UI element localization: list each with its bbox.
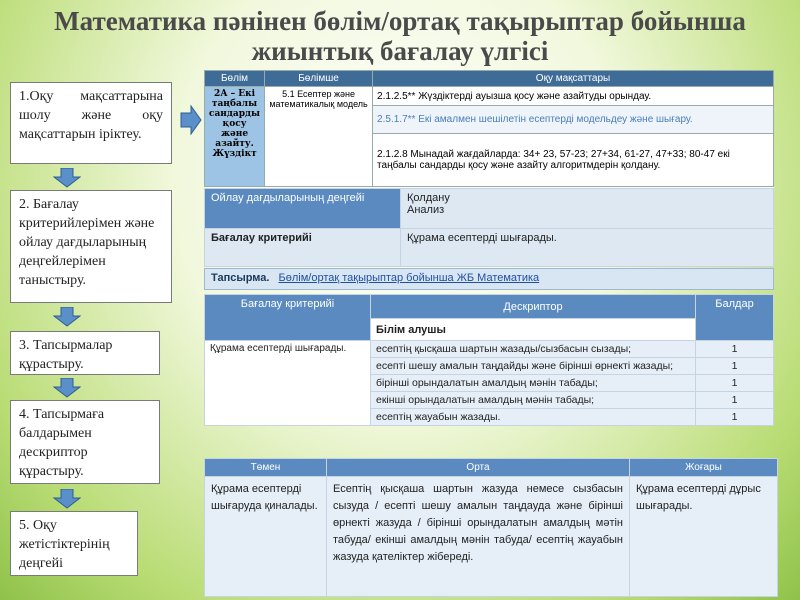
col-header-criterion: Бағалау критерийі	[205, 295, 371, 341]
descriptor-score-5: 1	[696, 409, 774, 426]
down-arrow-icon	[53, 307, 81, 327]
step-2-text: 2. Бағалау критерийлерімен және ойлау дағдыларының деңгейлерімен таныстыру.	[19, 197, 155, 288]
col-header-high: Жоғары	[630, 459, 778, 477]
skills-label: Ойлау дағдыларының деңгейі	[205, 189, 401, 229]
page-title: Математика пәнінен бөлім/ортақ тақырыптар бойынша жиынтық бағалау үлгісі	[54, 6, 746, 66]
step-4-text: 4. Тапсырмаға балдарымен дескриптор құрастыру.	[19, 407, 105, 479]
step-5	[10, 511, 138, 576]
descriptor-score-3: 1	[696, 375, 774, 392]
descriptor-row-1: есептің қысқаша шартын жазады/сызбасын сызады;	[371, 341, 696, 358]
section-cell: 2А – Екі таңбалы сандарды қосу және азайту. Жүздікт	[205, 87, 265, 187]
down-arrow-icon	[53, 378, 81, 398]
step-1-text: 1.Оқу мақсаттарына шолу және оқу мақсаттарын іріктеу.	[19, 89, 163, 142]
step-2	[10, 190, 172, 303]
criteria-label: Бағалау критерийі	[205, 229, 401, 267]
goal-3: 2.1.2.8 Мынадай жағдайларда: 34+ 23, 57-23; 27+34, 61-27, 47+33; 80-47 екі таңбалы сандарды қосу және азайту алгоритмдерін қолдану.	[373, 134, 774, 187]
skills-criteria-table	[204, 188, 774, 268]
skill-analysis: Анализ	[407, 204, 445, 216]
level-mid: Есептің қысқаша шартын жазуда немесе сызбасын сызуда / есепті шешу амалын таңдауда және бірінші өрнекті жазуда / бірінші орындалатын амалдың мәтін табуда/ екінші амалдың мәнін табуда/ есептің жауабын жазуда қателіктер жібереді.	[327, 477, 630, 597]
level-low: Құрама есептерді шығаруда қиналады.	[205, 477, 327, 597]
col-header-section: Бөлім	[205, 71, 265, 87]
col-header-score: Балдар	[696, 295, 774, 341]
criteria-value: Құрама есептерді шығарады.	[401, 229, 774, 267]
descriptor-row-4: екінші орындалатын амалдың мәнін табады;	[371, 392, 696, 409]
descriptor-row-3: бірінші орындалатын амалдың мәнін табады;	[371, 375, 696, 392]
task-bar	[204, 268, 774, 290]
down-arrow-icon	[53, 489, 81, 509]
col-header-descriptor: Дескриптор	[371, 295, 696, 319]
descriptor-criterion: Құрама есептерді шығарады.	[205, 341, 371, 426]
descriptor-score-2: 1	[696, 358, 774, 375]
col-header-mid: Орта	[327, 459, 630, 477]
descriptor-row-2: есепті шешу амалын таңдайды және бірінші өрнекті жазады;	[371, 358, 696, 375]
goal-1: 2.1.2.5** Жүздіктерді ауызша қосу және азайтуды орындау.	[373, 87, 774, 106]
step-4	[10, 400, 160, 484]
step-3-text: 3. Тапсырмалар құрастыру.	[19, 338, 113, 372]
achievement-levels-table	[204, 458, 778, 600]
right-arrow-icon	[180, 105, 202, 135]
down-arrow-icon	[53, 168, 81, 188]
task-label: Тапсырма.	[211, 272, 270, 284]
descriptor-row-5: есептің жауабын жазады.	[371, 409, 696, 426]
skill-apply: Қолдану	[407, 192, 450, 204]
descriptor-score-1: 1	[696, 341, 774, 358]
task-link[interactable]: Бөлім/ортақ тақырыптар бойынша ЖБ Математика	[278, 272, 540, 284]
descriptor-score-4: 1	[696, 392, 774, 409]
descriptor-subheader: Білім алушы	[371, 319, 696, 341]
subsection-cell: 5.1 Есептер және математикалық модель	[265, 87, 373, 187]
descriptor-table	[204, 294, 774, 454]
step-1	[10, 82, 172, 164]
step-5-text: 5. Оқу жетістіктерінің деңгейі	[19, 518, 110, 571]
col-header-low: Төмен	[205, 459, 327, 477]
col-header-goals: Оқу мақсаттары	[373, 71, 774, 87]
step-3	[10, 331, 160, 375]
level-high: Құрама есептерді дұрыс шығарады.	[630, 477, 778, 597]
col-header-subsection: Бөлімше	[265, 71, 373, 87]
goal-2: 2.5.1.7** Екі амалмен шешілетін есептерді модельдеу және шығару.	[373, 106, 774, 134]
learning-goals-table	[204, 70, 774, 188]
